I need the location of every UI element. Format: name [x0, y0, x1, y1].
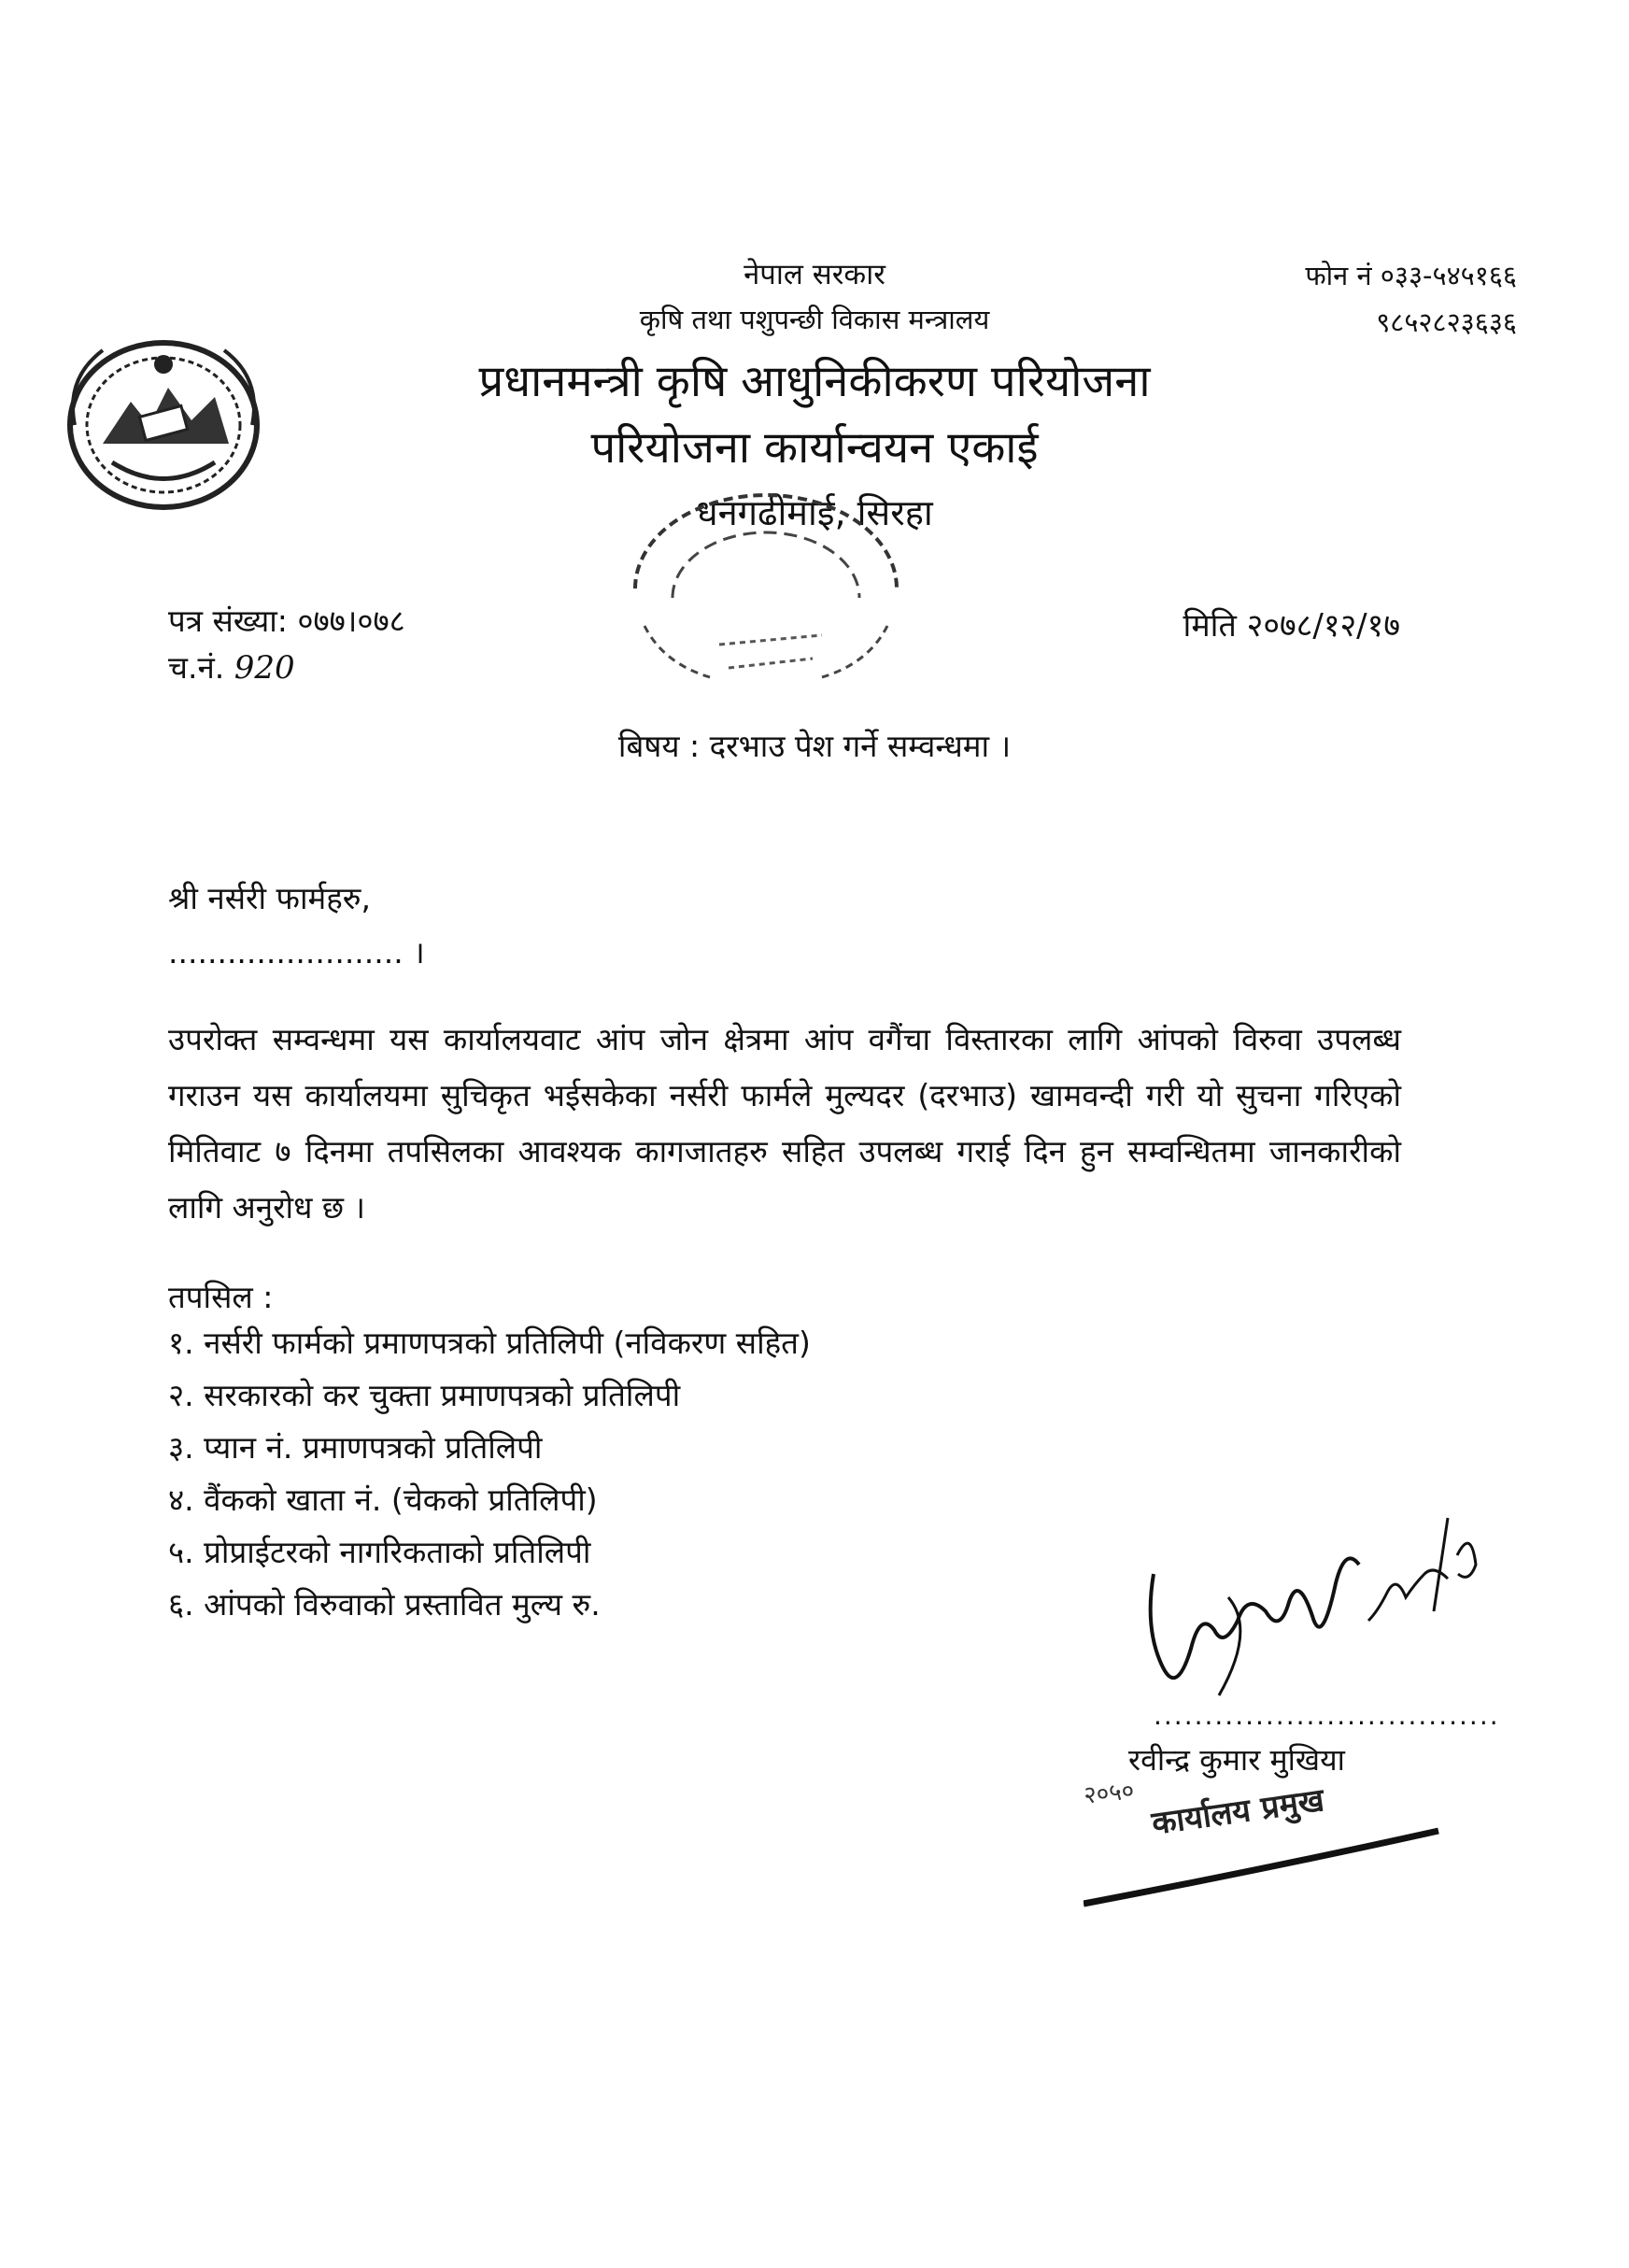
list-item: २. सरकारको कर चुक्ता प्रमाणपत्रको प्रतिलिपी	[168, 1377, 681, 1413]
handwritten-signature-icon	[1126, 1509, 1499, 1733]
list-item: ५. प्रोप्राईटरको नागरिकताको प्रतिलिपी	[168, 1534, 591, 1570]
phone-landline: फोन नं ०३३-५४५१६६	[1305, 260, 1517, 291]
letter-body: उपरोक्त सम्वन्धमा यस कार्यालयवाट आंप जोन क्षेत्रमा आंप वगैंचा विस्तारका लागि आंपको विरुवा उपलब्ध गराउन यस कार्यालयमा सुचिकृत भईसकेका नर्सरी फार्मले मुल्यदर (दरभाउ) खामवन्दी गरी यो सुचना गरिएको मितिवाट ७ दिनमा तपसिलका आवश्यक कागजातहरु सहित उपलब्ध गराई दिन हुन सम्वन्धितमा जानकारीको लागि अनुरोध छ ।	[168, 1021, 1401, 1226]
header-unit: परियोजना कार्यान्वयन एकाई	[590, 422, 1039, 474]
enclosures-title: तपसिल :	[168, 1279, 274, 1315]
header-project: प्रधानमन्त्री कृषि आधुनिकीकरण परियोजना	[478, 356, 1151, 407]
enclosures-list	[168, 1317, 811, 1631]
list-item: ३. प्यान नं. प्रमाणपत्रको प्रतिलिपी	[168, 1429, 543, 1466]
list-item: ४. वैंकको खाता नं. (चेकको प्रतिलिपी)	[168, 1481, 598, 1518]
dispatch-label: च.नं.	[168, 649, 225, 686]
addressee-line: ........................ ।	[168, 934, 425, 971]
office-stamp-icon	[607, 486, 925, 691]
letter-number: पत्र संख्या: ०७७।०७८	[168, 602, 405, 639]
addressee: श्री नर्सरी फार्महरु,	[168, 880, 372, 916]
letter-subject: बिषय : दरभाउ पेश गर्ने सम्वन्धमा ।	[617, 728, 1012, 764]
stamp-fragment: २०५०	[1082, 1777, 1136, 1810]
header-address: धनगढीमाई, सिरहा	[696, 492, 933, 533]
list-item: १. नर्सरी फार्मको प्रमाणपत्रको प्रतिलिपी (नविकरण सहित)	[168, 1325, 811, 1361]
phone-mobile: ९८५२८२३६३६	[1376, 306, 1517, 338]
signature-line: ..................................	[1154, 1700, 1500, 1731]
header-ministry: कृषि तथा पशुपन्छी विकास मन्त्रालय	[639, 304, 990, 335]
addressee-block	[168, 872, 425, 980]
dispatch-number: 920	[234, 649, 295, 687]
signatory-name: रवीन्द्र कुमार मुखिया	[1128, 1742, 1345, 1778]
list-item: ६. आंपको विरुवाको प्रस्तावित मुल्य रु.	[168, 1586, 601, 1623]
letter-date: मिति २०७८/१२/१७	[1183, 607, 1400, 645]
letter-reference	[168, 598, 405, 691]
header-government: नेपाल सरकार	[744, 258, 885, 291]
signatory-title: कार्यालय प्रमुख	[1149, 1781, 1327, 1843]
dispatch-number-row	[168, 645, 405, 691]
phone-block	[1305, 252, 1517, 346]
